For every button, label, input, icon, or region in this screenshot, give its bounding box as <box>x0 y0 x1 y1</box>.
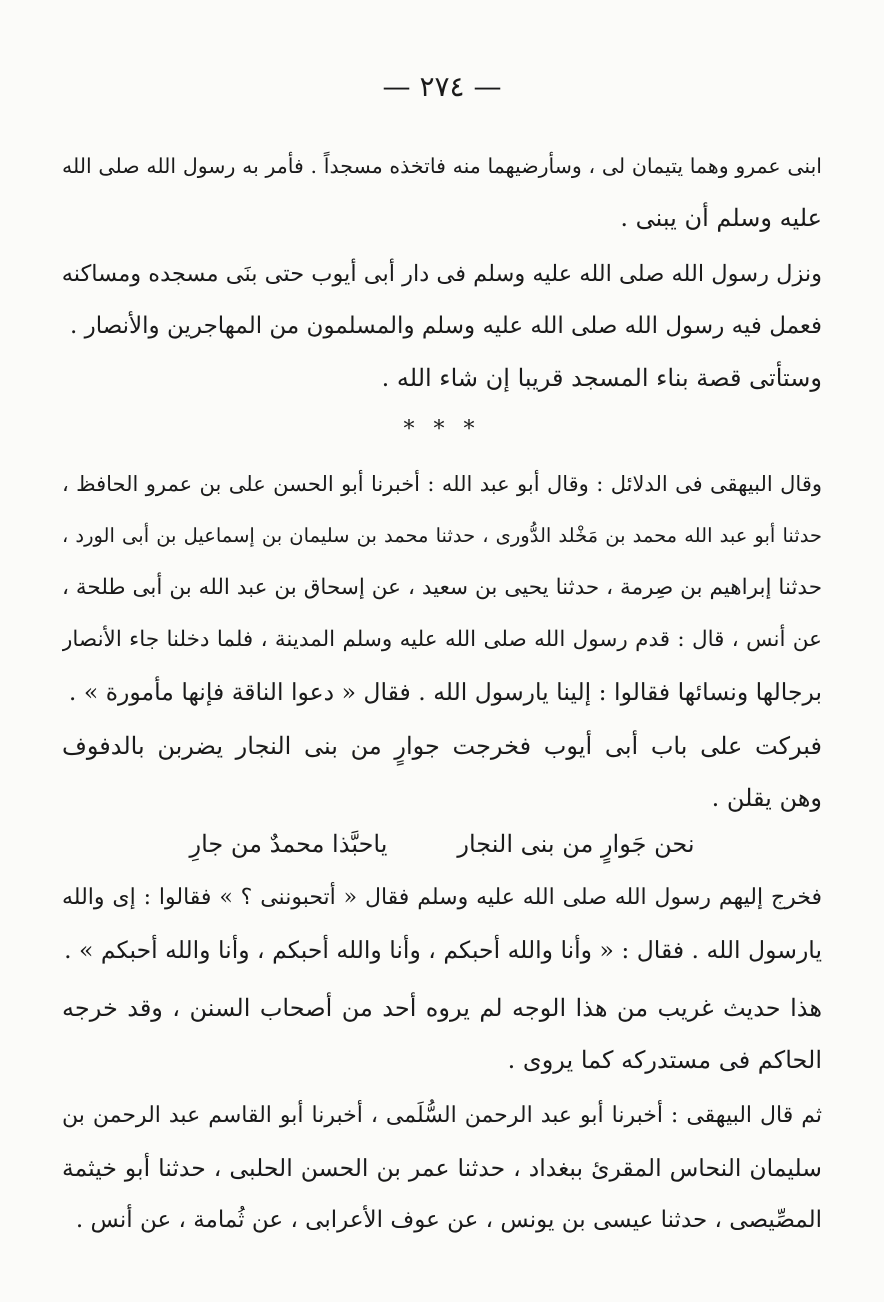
paragraph-1 <box>62 140 822 244</box>
paragraph-5 <box>62 872 822 976</box>
poem-verse <box>62 818 822 870</box>
page-number: — ٢٧٤ — <box>382 70 502 103</box>
text-line: وستأتى قصة بناء المسجد قريبا إن شاء الله . <box>381 364 822 392</box>
paragraph-3 <box>62 458 822 718</box>
text-line: عليه وسلم أن يبنى . <box>620 204 822 232</box>
verse-hemistich-1: نحن جَوارٍ من بنى النجار <box>457 830 695 858</box>
text-line: يارسول الله . فقال : « وأنا والله أحبكم ، وأنا والله أحبكم ، وأنا والله أحبكم » . <box>64 936 822 964</box>
text-line: حدثنا أبو عبد الله محمد بن مَخْلد الدُّورى ، حدثنا محمد بن سليمان بن إسماعيل بن أبى الورد ، <box>62 524 822 547</box>
paragraph-4 <box>62 720 822 824</box>
verse-hemistich-2: ياحبَّذا محمدٌ من جارِ <box>189 830 388 858</box>
text-line: وقال البيهقى فى الدلائل : وقال أبو عبد الله : أخبرنا أبو الحسن على بن عمرو الحافظ ، <box>62 472 822 496</box>
paragraph-7 <box>62 1090 822 1246</box>
text-line: وهن يقلن . <box>711 784 822 812</box>
text-line: برجالها ونسائها فقالوا : إلينا يارسول الله . فقال « دعوا الناقة فإنها مأمورة » . <box>68 678 822 706</box>
text-line: ابنى عمرو وهما يتيمان لى ، وسأرضيهما منه فاتخذه مسجداً . فأمر به رسول الله صلى الله <box>62 154 822 178</box>
text-line: هذا حديث غريب من هذا الوجه لم يروه أحد من أصحاب السنن ، وقد خرجه <box>62 994 822 1022</box>
text-line: فبركت على باب أبى أيوب فخرجت جوارٍ من بنى النجار يضربن بالدفوف <box>62 732 822 760</box>
separator-stars: * * * <box>403 417 481 442</box>
text-line: ونزل رسول الله صلى الله عليه وسلم فى دار أبى أيوب حتى بنَى مسجده ومساكنه <box>62 261 822 287</box>
text-line: سليمان النحاس المقرئ ببغداد ، حدثنا عمر بن الحسن الحلبى ، حدثنا أبو خيثمة <box>62 1154 822 1182</box>
text-line: فخرج إليهم رسول الله صلى الله عليه وسلم فقال « أتحبوننى ؟ » فقالوا : إى والله <box>62 885 822 910</box>
section-separator <box>62 410 822 450</box>
paragraph-6 <box>62 982 822 1086</box>
text-line: عن أنس ، قال : قدم رسول الله صلى الله عليه وسلم المدينة ، فلما دخلنا جاء الأنصار <box>62 627 822 652</box>
paragraph-2 <box>62 248 822 404</box>
text-line: الحاكم فى مستدركه كما يروى . <box>507 1046 822 1074</box>
text-line: حدثنا إبراهيم بن صِرمة ، حدثنا يحيى بن سعيد ، عن إسحاق بن عبد الله بن أبى طلحة ، <box>62 575 822 600</box>
verse-line <box>62 818 822 870</box>
text-line: ثم قال البيهقى : أخبرنا أبو عبد الرحمن السُّلَمى ، أخبرنا أبو القاسم عبد الرحمن بن <box>62 1103 822 1128</box>
text-line: فعمل فيه رسول الله صلى الله عليه وسلم والمسلمون من المهاجرين والأنصار . <box>69 313 822 339</box>
text-line: المصِّيصى ، حدثنا عيسى بن يونس ، عن عوف الأعرابى ، عن ثُمامة ، عن أنس . <box>75 1207 822 1233</box>
